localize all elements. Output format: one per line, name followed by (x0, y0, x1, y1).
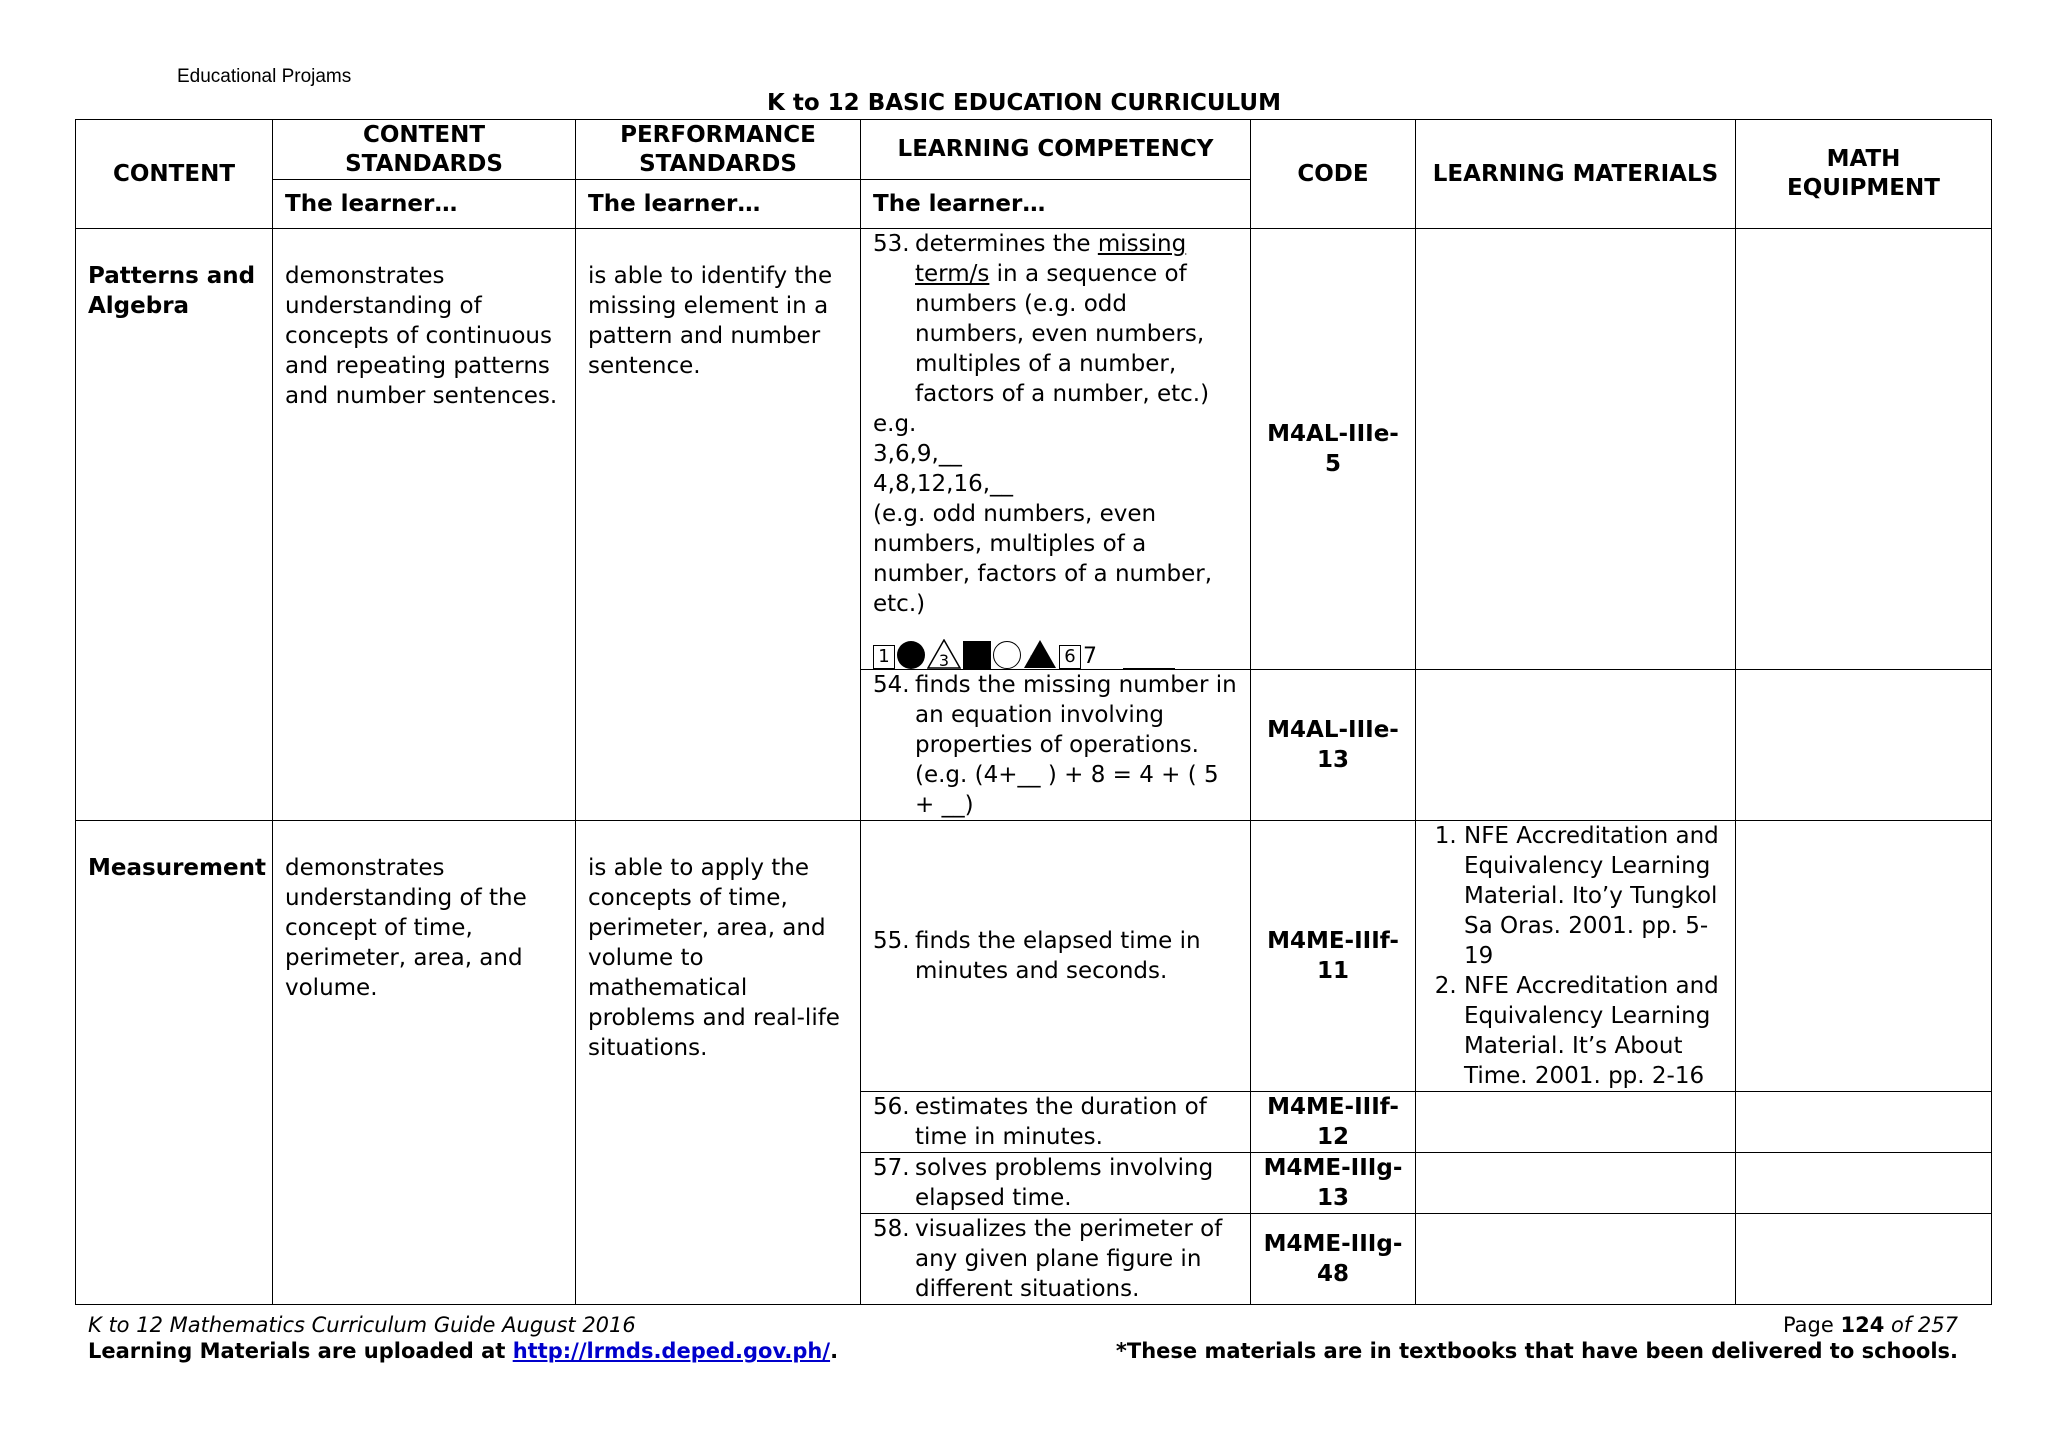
competency-57-number: 57. (873, 1155, 910, 1181)
competency-53-examples: (e.g. odd numbers, even numbers, multiples of a number, factors of a number, etc.) (873, 501, 1213, 617)
filled-square-icon (963, 641, 991, 669)
materials-58 (1416, 1214, 1736, 1305)
materials-55 (1416, 821, 1736, 1092)
page-number: Page 124 of 257 (1782, 1313, 1958, 1337)
header-content-standards: CONTENT STANDARDS (273, 120, 576, 180)
equipment-55 (1736, 821, 1992, 1092)
competency-57-text: solves problems involving elapsed time. (915, 1155, 1214, 1211)
competency-53-seq1: 3,6,9,__ (873, 441, 962, 467)
performance-standard-patterns: is able to identify the missing element in a pattern and number sentence. (576, 229, 861, 821)
square-icon: 6 (1059, 645, 1081, 669)
competency-53-number: 53. (873, 231, 910, 257)
filled-triangle-icon (1023, 639, 1057, 669)
code-55: M4ME-IIIf-11 (1251, 821, 1416, 1092)
material-item: 2. NFE Accreditation and Equivalency Learning Material. It’s About Time. 2001. pp. 2-16 (1464, 971, 1723, 1091)
competency-53 (861, 229, 1251, 670)
equipment-58 (1736, 1214, 1992, 1305)
competency-57 (861, 1153, 1251, 1214)
shape-number-7: 7 (1083, 644, 1097, 669)
content-patterns-algebra: Patterns and Algebra (76, 229, 273, 821)
equipment-56 (1736, 1092, 1992, 1153)
curriculum-table (75, 119, 1992, 1305)
outline-circle-icon (993, 641, 1021, 669)
lrmds-link[interactable]: http://lrmds.deped.gov.ph/ (512, 1339, 831, 1363)
shape-pattern (873, 639, 1238, 669)
materials-54 (1416, 670, 1736, 821)
competency-53-seq2: 4,8,12,16,__ (873, 471, 1014, 497)
content-measurement: Measurement (76, 821, 273, 1305)
competency-58-text: visualizes the perimeter of any given plane figure in different situations. (915, 1216, 1223, 1302)
competency-53-text: determines the missing term/s in a sequence of numbers (e.g. odd numbers, even numbers, multiples of a number, factors of a number, etc.) (915, 231, 1210, 407)
square-icon: 1 (873, 645, 895, 669)
equipment-53 (1736, 229, 1992, 670)
performance-standard-measurement: is able to apply the concepts of time, perimeter, area, and volume to mathematical problems and real-life situations. (576, 821, 861, 1305)
footer-right (1116, 1312, 1958, 1364)
competency-55-number: 55. (873, 928, 910, 954)
competency-54-number: 54. (873, 672, 910, 698)
footer-guide: K to 12 Mathematics Curriculum Guide August 2016 (88, 1313, 636, 1337)
code-57: M4ME-IIIg-13 (1251, 1153, 1416, 1214)
code-56: M4ME-IIIf-12 (1251, 1092, 1416, 1153)
header-performance-standards: PERFORMANCE STANDARDS (576, 120, 861, 180)
competency-58 (861, 1214, 1251, 1305)
materials-list (1428, 821, 1723, 1091)
header-code: CODE (1251, 120, 1416, 229)
header-learning-materials: LEARNING MATERIALS (1416, 120, 1736, 229)
competency-56-text: estimates the duration of time in minutes. (915, 1094, 1207, 1150)
watermark-text: Educational Projams (177, 66, 352, 87)
competency-56-number: 56. (873, 1094, 910, 1120)
footer-upload-line: Learning Materials are uploaded at http://lrmds.deped.gov.ph/. (88, 1339, 839, 1363)
equipment-57 (1736, 1153, 1992, 1214)
answer-blank (1123, 644, 1175, 669)
footer-left (88, 1312, 838, 1364)
competency-55 (861, 821, 1251, 1092)
equipment-54 (1736, 670, 1992, 821)
competency-53-eg: e.g. (873, 411, 917, 437)
svg-text:3: 3 (938, 651, 950, 669)
code-54: M4AL-IIIe-13 (1251, 670, 1416, 821)
filled-circle-icon (897, 641, 925, 669)
footer-note: *These materials are in textbooks that have been delivered to schools. (1115, 1339, 1958, 1363)
outline-triangle-icon (927, 639, 961, 669)
code-58: M4ME-IIIg-48 (1251, 1214, 1416, 1305)
header-learner-cs: The learner… (273, 180, 576, 229)
header-content: CONTENT (76, 120, 273, 229)
header-math-equipment: MATH EQUIPMENT (1736, 120, 1992, 229)
content-standard-measurement: demonstrates understanding of the concept of time, perimeter, area, and volume. (273, 821, 576, 1305)
header-learner-ps: The learner… (576, 180, 861, 229)
competency-54 (861, 670, 1251, 821)
content-standard-patterns: demonstrates understanding of concepts of continuous and repeating patterns and number sentences. (273, 229, 576, 821)
svg-text:5: 5 (1029, 652, 1040, 669)
competency-56 (861, 1092, 1251, 1153)
materials-56 (1416, 1092, 1736, 1153)
material-item: 1. NFE Accreditation and Equivalency Learning Material. Ito’y Tungkol Sa Oras. 2001. pp. 5-19 (1464, 821, 1723, 971)
materials-57 (1416, 1153, 1736, 1214)
competency-58-number: 58. (873, 1216, 910, 1242)
competency-55-text: finds the elapsed time in minutes and seconds. (915, 928, 1201, 984)
document-title: K to 12 BASIC EDUCATION CURRICULUM (767, 90, 1281, 116)
header-learning-competency: LEARNING COMPETENCY (861, 120, 1251, 180)
header-learner-lc: The learner… (861, 180, 1251, 229)
code-53: M4AL-IIIe-5 (1251, 229, 1416, 670)
competency-54-text: finds the missing number in an equation involving properties of operations. (e.g. (4+__ ) + 8 = 4 + ( 5 + __) (915, 672, 1237, 818)
materials-53 (1416, 229, 1736, 670)
